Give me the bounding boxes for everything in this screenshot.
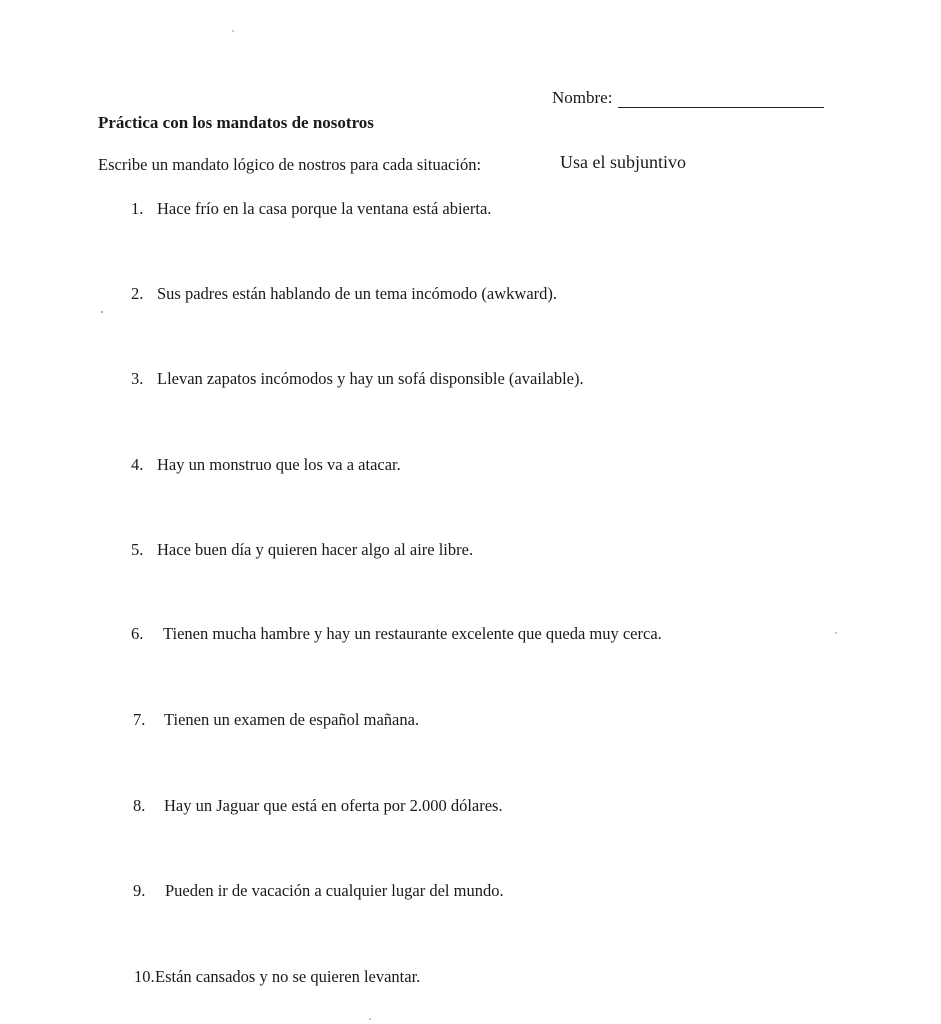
question-item xyxy=(131,369,584,389)
instructions-text: Escribe un mandato lógico de nostros para cada situación: xyxy=(98,155,482,174)
question-item xyxy=(131,199,491,219)
scan-speck xyxy=(369,1018,371,1020)
name-label: Nombre: xyxy=(552,88,613,107)
question-number: 5. xyxy=(131,540,144,559)
question-item xyxy=(131,624,662,644)
question-text: Sus padres están hablando de un tema incómodo (awkward). xyxy=(157,284,558,303)
scan-speck xyxy=(232,30,234,32)
question-text: Llevan zapatos incómodos y hay un sofá disponsible (available). xyxy=(157,369,584,388)
name-blank-line xyxy=(618,89,824,108)
question-item xyxy=(131,455,401,475)
question-item xyxy=(133,881,504,901)
question-text: Hace buen día y quieren hacer algo al aire libre. xyxy=(157,540,474,559)
question-text: Hace frío en la casa porque la ventana está abierta. xyxy=(157,199,492,218)
question-text: Están cansados y no se quieren levantar. xyxy=(155,967,421,986)
question-number: 4. xyxy=(131,455,144,474)
question-item xyxy=(131,540,473,560)
question-text: Tienen mucha hambre y hay un restaurante excelente que queda muy cerca. xyxy=(163,624,662,643)
question-item xyxy=(134,967,420,987)
subjunctive-hint: Usa el subjuntivo xyxy=(560,152,686,172)
question-text: Hay un Jaguar que está en oferta por 2.000 dólares. xyxy=(164,796,503,815)
question-number: 2. xyxy=(131,284,144,303)
scan-speck xyxy=(835,632,837,634)
question-item xyxy=(133,796,503,816)
worksheet-title: Práctica con los mandatos de nosotros xyxy=(98,113,374,132)
question-number: 8. xyxy=(133,796,146,815)
scan-speck xyxy=(101,311,103,313)
name-field xyxy=(552,88,824,108)
question-text: Tienen un examen de español mañana. xyxy=(164,710,420,729)
question-number: 9. xyxy=(133,881,146,900)
question-number: 6. xyxy=(131,624,144,643)
question-item xyxy=(131,284,557,304)
question-text: Hay un monstruo que los va a atacar. xyxy=(157,455,401,474)
question-number: 10. xyxy=(134,967,155,986)
question-number: 1. xyxy=(131,199,144,218)
question-number: 7. xyxy=(133,710,146,729)
question-text: Pueden ir de vacación a cualquier lugar del mundo. xyxy=(165,881,504,900)
question-number: 3. xyxy=(131,369,144,388)
question-item xyxy=(133,710,419,730)
